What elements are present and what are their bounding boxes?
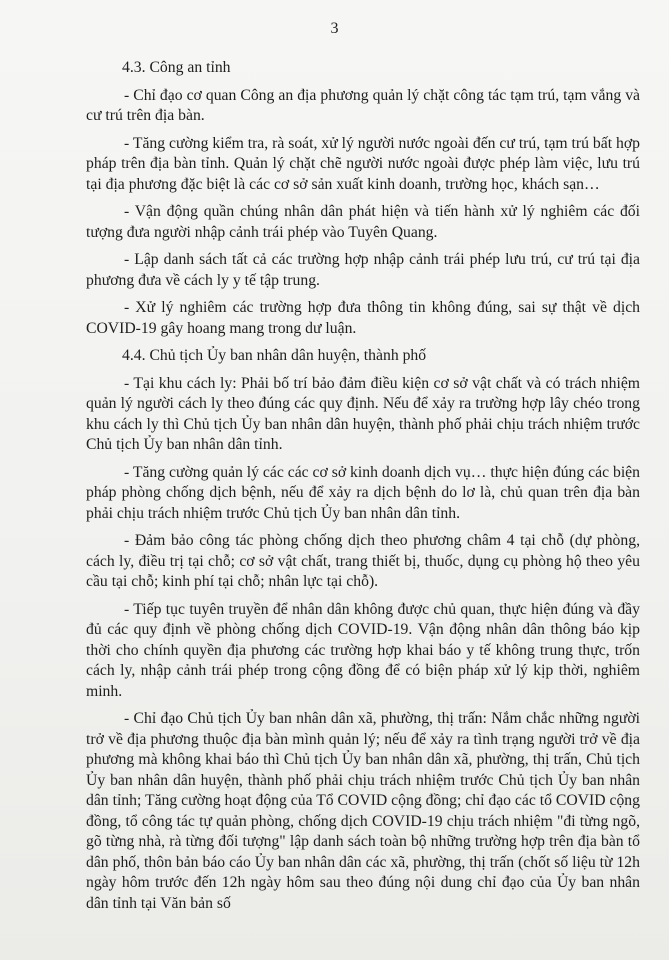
paragraph: - Đảm bảo công tác phòng chống dịch theo phương châm 4 tại chỗ (dự phòng, cách ly, điều trị tại chỗ; cơ sở vật chất, trang thiết bị, thuốc, dụng cụ phòng hộ theo yêu cầu tại chỗ; kinh phí tại chỗ; nhân lực tại chỗ).	[86, 532, 640, 590]
paragraph: - Lập danh sách tất cả các trường hợp nhập cảnh trái phép lưu trú, cư trú tại địa phương đưa về cách ly y tế tập trung.	[86, 251, 640, 289]
paragraph: - Xử lý nghiêm các trường hợp đưa thông tin không đúng, sai sự thật về dịch COVID-19 gây hoang mang trong dư luận.	[86, 299, 640, 337]
section-heading-4-4: 4.4. Chủ tịch Ủy ban nhân dân huyện, thành phố	[122, 347, 427, 364]
paragraph: - Tiếp tục tuyên truyền để nhân dân không được chủ quan, thực hiện đúng và đầy đủ các quy định về phòng chống dịch COVID-19. Vận động nhân dân thông báo kịp thời cho chính quyền địa phương các trường hợp khai báo y tế không trung thực, trốn cách ly, nhập cảnh trái phép trong cộng đồng để có biện pháp xử lý kịp thời, nghiêm minh.	[86, 600, 640, 700]
paragraph: - Tăng cường quản lý các các cơ sở kinh doanh dịch vụ… thực hiện đúng các biện pháp phòng chống dịch bệnh, nếu để xảy ra dịch bệnh do lơ là, chủ quan trên địa bàn phải chịu trách nhiệm trước Chủ tịch Ủy ban nhân dân tỉnh.	[86, 463, 640, 522]
document-body	[86, 58, 640, 914]
paragraph: - Tại khu cách ly: Phải bố trí bảo đảm điều kiện cơ sở vật chất và có trách nhiệm quản lý người cách ly theo đúng các quy định. Nếu để xảy ra trường hợp lây chéo trong khu cách ly thì Chủ tịch Ủy ban nhân dân huyện, thành phố phải chịu trách nhiệm trước Chủ tịch Ủy ban nhân dân tỉnh.	[86, 374, 640, 453]
page-number: 3	[330, 20, 339, 37]
section-heading-4-3: 4.3. Công an tỉnh	[122, 59, 231, 76]
paragraph: - Vận động quần chúng nhân dân phát hiện và tiến hành xử lý nghiêm các đối tượng đưa người nhập cảnh trái phép vào Tuyên Quang.	[86, 203, 640, 241]
paragraph: - Tăng cường kiểm tra, rà soát, xử lý người nước ngoài đến cư trú, tạm trú bất hợp pháp trên địa bàn tỉnh. Quản lý chặt chẽ người nước ngoài được phép làm việc, lưu trú tại địa phương đặc biệt là các cơ sở sản xuất kinh doanh, trường học, khách sạn…	[86, 134, 640, 193]
paragraph: - Chỉ đạo Chủ tịch Ủy ban nhân dân xã, phường, thị trấn: Nắm chắc những người trở về địa phương thuộc địa bàn mình quản lý; nếu để xảy ra tình trạng người trở về địa phương mà không khai báo thì Chủ tịch Ủy ban nhân dân xã, phường, thị trấn, Chủ tịch Ủy ban nhân dân huyện, thành phố phải chịu trách nhiệm trước Chủ tịch Ủy ban nhân dân tỉnh; Tăng cường hoạt động của Tổ COVID cộng đồng; chỉ đạo các tổ COVID cộng đồng, tổ công tác tự quản phòng, chống dịch COVID-19 chịu trách nhiệm "đi từng ngõ, gõ từng nhà, rà từng đối tượng" lập danh sách toàn bộ những trường hợp trên địa bàn tổ dân phố, thôn bản báo cáo Ủy ban nhân dân các xã, phường, thị trấn (chốt số liệu từ 12h ngày hôm trước đến 12h ngày hôm sau theo đúng nội dung chỉ đạo của Ủy ban nhân dân tỉnh tại Văn bản số	[86, 710, 640, 912]
paragraph: - Chỉ đạo cơ quan Công an địa phương quản lý chặt công tác tạm trú, tạm vắng và cư trú trên địa bàn.	[86, 86, 640, 124]
